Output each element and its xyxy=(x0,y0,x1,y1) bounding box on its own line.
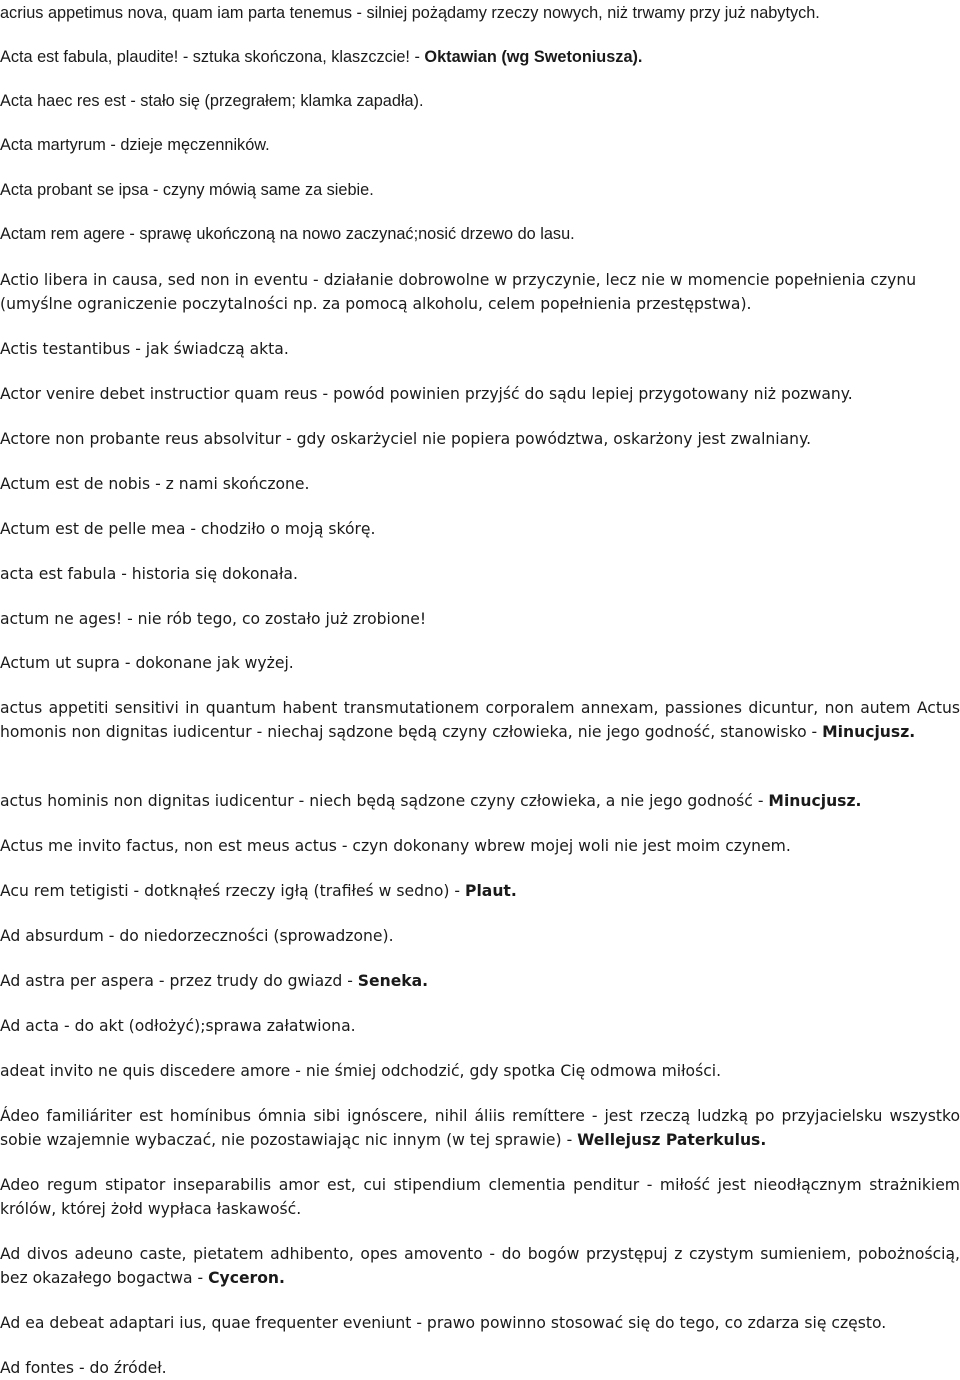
entry-actam-rem: Actam rem agere - sprawę ukończoną na nowo zaczynać;nosić drzewo do lasu. xyxy=(0,225,575,243)
entry-adeat-invito: adeat invito ne quis discedere amore - nie śmiej odchodzić, gdy spotka Cię odmowa miłości. xyxy=(0,1062,722,1080)
entry-ad-acta: Ad acta - do akt (odłożyć);sprawa załatwiona. xyxy=(0,1017,356,1035)
entry-actum-est-de-pelle: Actum est de pelle mea - chodziło o moją skórę. xyxy=(0,520,376,538)
entry-acu-rem: Acu rem tetigisti - dotknąłeś rzeczy igłą (trafiłeś w sedno) - Plaut. xyxy=(0,882,517,900)
entry-ad-ea-debeat: Ad ea debeat adaptari ius, quae frequenter eveniunt - prawo powinno stosować się do tego, co zdarza się często. xyxy=(0,1314,887,1332)
entry-acta-probant: Acta probant se ipsa - czyny mówią same za siebie. xyxy=(0,181,374,199)
entry-actum-ut-supra: Actum ut supra - dokonane jak wyżej. xyxy=(0,654,294,672)
entry-actus-appetiti: actus appetiti sensitivi in quantum habent transmutationem corporalem annexam, passiones dicuntur, non autem Actus homonis non dignitas iudicentur - niechaj sądzone będą czyny człowieka, nie jego godność, stanowisko - Minucjusz. xyxy=(0,699,960,741)
entry-acta-est-fabula-lower: acta est fabula - historia się dokonała. xyxy=(0,565,298,583)
entry-acta-est-fabula: Acta est fabula, plaudite! - sztuka skończona, klaszczcie! - Oktawian (wg Swetoniusza). xyxy=(0,48,643,66)
entry-actore-non: Actore non probante reus absolvitur - gdy oskarżyciel nie popiera powództwa, oskarżony jest zwalniany. xyxy=(0,430,812,448)
entry-actum-ne-ages: actum ne ages! - nie rób tego, co zostało już zrobione! xyxy=(0,610,427,628)
entry-actum-est-de-nobis: Actum est de nobis - z nami skończone. xyxy=(0,475,310,493)
entry-adeo-regum: Adeo regum stipator inseparabilis amor est, cui stipendium clementia penditur - miłość jest nieodłącznym strażnikiem królów, której żołd wypłaca łaskawość. xyxy=(0,1176,960,1218)
entry-actus-me-invito: Actus me invito factus, non est meus actus - czyn dokonany wbrew mojej woli nie jest moim czynem. xyxy=(0,837,791,855)
entry-adeo-familiariter: Ádeo familiáriter est homínibus ómnia sibi ignóscere, nihil áliis remíttere - jest rzeczą ludzką po przyjacielsku wszystko sobie wzajemnie wybaczać, nie pozostawiając nic innym (w tej sprawie) - Wellejusz Paterkulus. xyxy=(0,1107,960,1149)
entry-ad-divos: Ad divos adeuno caste, pietatem adhibento, opes amovento - do bogów przystępuj z czystym sumieniem, pobożnością, bez okazałego bogactwa - Cyceron. xyxy=(0,1245,960,1287)
entry-acta-haec: Acta haec res est - stało się (przegrałem; klamka zapadła). xyxy=(0,92,424,110)
entry-ad-astra: Ad astra per aspera - przez trudy do gwiazd - Seneka. xyxy=(0,972,429,990)
entry-ad-absurdum: Ad absurdum - do niedorzeczności (sprowadzone). xyxy=(0,927,394,945)
entry-actus-hominis: actus hominis non dignitas iudicentur - niech będą sądzone czyny człowieka, a nie jego godność - Minucjusz. xyxy=(0,792,862,810)
entry-ad-fontes: Ad fontes - do źródeł. xyxy=(0,1359,167,1377)
entry-actis-testantibus: Actis testantibus - jak świadczą akta. xyxy=(0,340,289,358)
entry-actio-libera: Actio libera in causa, sed non in eventu - działanie dobrowolne w przyczynie, lecz nie w momencie popełnienia czynu (umyślne ograniczenie poczytalności np. za pomocą alkoholu, celem popełnienia przestępstwa). xyxy=(0,271,917,313)
entry-acrius: acrius appetimus nova, quam iam parta tenemus - silniej pożądamy rzeczy nowych, niż trwamy przy już nabytych. xyxy=(0,4,820,22)
entry-acta-martyrum: Acta martyrum - dzieje męczenników. xyxy=(0,136,270,154)
entry-actor-venire: Actor venire debet instructior quam reus - powód powinien przyjść do sądu lepiej przygotowany niż pozwany. xyxy=(0,385,853,403)
